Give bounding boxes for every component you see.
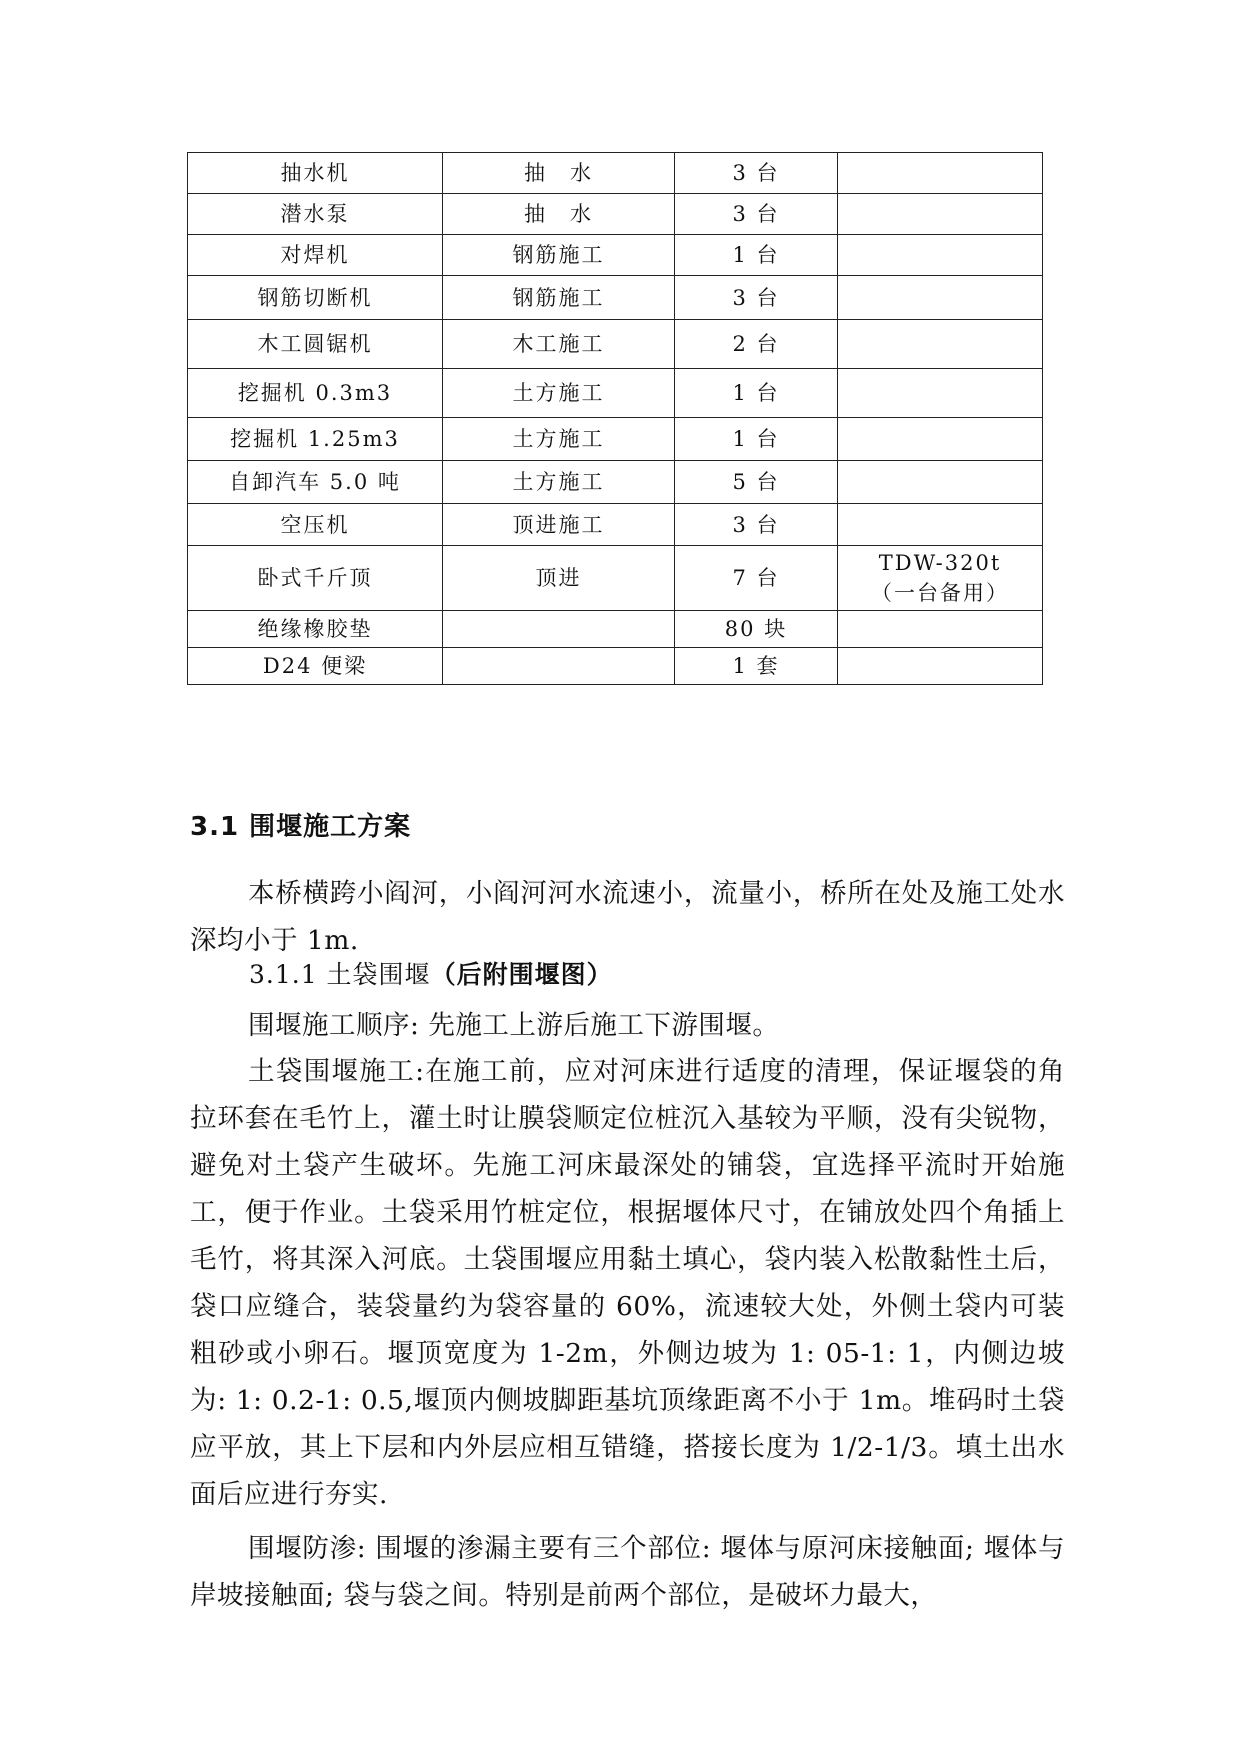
equipment-name-cell (188, 369, 443, 418)
equipment-use-cell (443, 276, 675, 320)
equipment-qty-cell (675, 194, 838, 235)
equipment-qty-text: 3 台 (732, 202, 780, 226)
table-row (188, 320, 1043, 369)
equipment-use-text: 顶进 (535, 566, 582, 590)
equipment-note-cell (838, 369, 1043, 418)
equipment-qty-text: 3 台 (732, 161, 780, 185)
equipment-qty-cell (675, 369, 838, 418)
equipment-note-cell (838, 320, 1043, 369)
equipment-qty-cell (675, 418, 838, 461)
equipment-note-cell (838, 648, 1043, 685)
table-row (188, 504, 1043, 546)
equipment-name-cell (188, 611, 443, 648)
equipment-name-cell (188, 461, 443, 504)
equipment-qty-cell (675, 461, 838, 504)
intro-paragraph: 本桥横跨小阎河，小阎河河水流速小，流量小，桥所在处及施工处水深均小于 1m. (190, 878, 1065, 956)
equipment-qty-text: 3 台 (732, 285, 780, 310)
table-row (188, 461, 1043, 504)
equipment-note-cell (838, 194, 1043, 235)
equipment-table (187, 152, 1043, 685)
equipment-use-cell (443, 194, 675, 235)
equipment-name-cell (188, 546, 443, 611)
table-row (188, 418, 1043, 461)
equipment-note-cell (838, 611, 1043, 648)
equipment-use-text: 钢筋施工 (512, 243, 605, 267)
equipment-note-cell (838, 235, 1043, 276)
equipment-name-cell (188, 235, 443, 276)
equipment-use-cell (443, 153, 675, 194)
equipment-qty-cell (675, 611, 838, 648)
equipment-name-cell (188, 418, 443, 461)
equipment-use-text: 土方施工 (512, 381, 605, 405)
equipment-use-cell (443, 235, 675, 276)
equipment-use-cell (443, 461, 675, 504)
equipment-qty-cell (675, 276, 838, 320)
equipment-note-cell (838, 153, 1043, 194)
equipment-use-cell (443, 648, 675, 685)
equipment-qty-text: 3 台 (732, 512, 780, 537)
equipment-table-body (188, 153, 1043, 685)
construction-order-paragraph: 围堰施工顺序: 先施工上游后施工下游围堰。 (248, 1010, 780, 1041)
equipment-note-cell (838, 276, 1043, 320)
equipment-qty-text: 1 台 (732, 427, 780, 451)
equipment-use-text: 抽 水 (524, 161, 593, 185)
equipment-name-cell (188, 320, 443, 369)
table-row (188, 546, 1043, 611)
equipment-name-cell (188, 648, 443, 685)
equipment-note-cell (838, 418, 1043, 461)
equipment-name-text: 挖掘机 1.25m3 (230, 427, 400, 451)
table-row (188, 648, 1043, 685)
equipment-qty-text: 1 台 (732, 381, 780, 405)
equipment-qty-text: 7 台 (732, 566, 780, 590)
table-row (188, 194, 1043, 235)
equipment-use-text: 土方施工 (512, 427, 605, 451)
equipment-name-cell (188, 153, 443, 194)
table-row (188, 276, 1043, 320)
equipment-qty-text: 1 套 (732, 654, 780, 678)
subsection-number: 3.1.1 土袋围堰 (249, 960, 431, 989)
equipment-name-text: 抽水机 (280, 161, 350, 185)
equipment-note-text: TDW-320t (878, 551, 1002, 575)
equipment-qty-cell (675, 235, 838, 276)
equipment-name-cell (188, 504, 443, 546)
equipment-use-text: 抽 水 (524, 202, 593, 226)
equipment-use-cell (443, 546, 675, 611)
equipment-name-text: 卧式千斤顶 (257, 566, 373, 590)
equipment-qty-text: 5 台 (732, 470, 780, 494)
equipment-name-text: 空压机 (280, 512, 350, 537)
equipment-name-text: 绝缘橡胶垫 (257, 617, 373, 641)
equipment-qty-text: 1 台 (732, 243, 780, 267)
equipment-name-text: 对焊机 (280, 243, 350, 267)
equipment-note-cell (838, 504, 1043, 546)
equipment-use-text: 顶进施工 (512, 512, 605, 537)
subsection-heading (249, 955, 613, 991)
equipment-use-cell (443, 320, 675, 369)
equipment-qty-cell (675, 504, 838, 546)
equipment-qty-cell (675, 648, 838, 685)
equipment-qty-cell (675, 546, 838, 611)
equipment-qty-cell (675, 320, 838, 369)
equipment-note-cell (838, 461, 1043, 504)
equipment-use-text: 木工施工 (512, 332, 605, 356)
equipment-name-text: 自卸汽车 5.0 吨 (229, 470, 401, 494)
table-row (188, 153, 1043, 194)
equipment-qty-text: 80 块 (724, 617, 788, 641)
equipment-name-text: 挖掘机 0.3m3 (237, 381, 393, 405)
equipment-name-cell (188, 194, 443, 235)
equipment-use-cell (443, 418, 675, 461)
equipment-use-cell (443, 611, 675, 648)
seepage-paragraph: 围堰防渗: 围堰的渗漏主要有三个部位: 堰体与原河床接触面; 堰体与岸坡接触面; 袋与袋之间。特别是前两个部位，是破坏力最大， (190, 1533, 1065, 1611)
equipment-note-cell (838, 546, 1043, 611)
equipment-name-text: 钢筋切断机 (257, 285, 373, 310)
equipment-qty-cell (675, 153, 838, 194)
table-row (188, 235, 1043, 276)
equipment-use-cell (443, 369, 675, 418)
equipment-use-cell (443, 504, 675, 546)
equipment-name-text: 木工圆锯机 (257, 332, 373, 356)
equipment-name-text: 潜水泵 (280, 202, 350, 226)
equipment-use-text: 土方施工 (512, 470, 605, 494)
equipment-name-text: D24 便梁 (262, 654, 368, 678)
equipment-note-text-2: （一台备用） (871, 581, 1009, 605)
equipment-use-text: 钢筋施工 (512, 285, 605, 310)
equipment-name-cell (188, 276, 443, 320)
section-heading: 3.1 围堰施工方案 (190, 812, 412, 842)
subsection-note: （后附围堰图） (430, 960, 613, 989)
table-row (188, 369, 1043, 418)
sandbag-construction-paragraph: 土袋围堰施工:在施工前，应对河床进行适度的清理，保证堰袋的角拉环套在毛竹上，灌土时让膜袋顺定位桩沉入基较为平顺，没有尖锐物，避免对土袋产生破坏。先施工河床最深处的铺袋，宜选择平流时开始施工，便于作业。土袋采用竹桩定位，根据堰体尺寸，在铺放处四个角插上毛竹，将其深入河底。土袋围堰应用黏土填心，袋内装入松散黏性土后，袋口应缝合，装袋量约为袋容量的 60%，流速较大处，外侧土袋内可装粗砂或小卵石。堰顶宽度为 1-2m，外侧边坡为 1: 05-1: 1，内侧边坡为: 1: 0.2-1: 0.5,堰顶内侧坡脚距基坑顶缘距离不小于 1m。堆码时土袋应平放，其上下层和内外层应相互错缝，搭接长度为 1/2-1/3。填土出水面后应进行夯实. (190, 1056, 1065, 1510)
table-row (188, 611, 1043, 648)
equipment-qty-text: 2 台 (732, 332, 780, 356)
